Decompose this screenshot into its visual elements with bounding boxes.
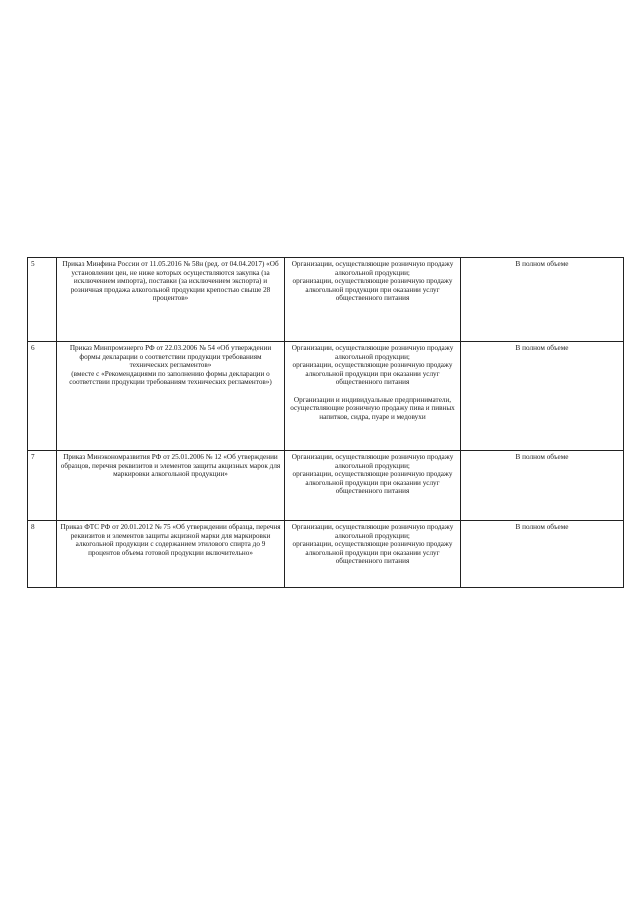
table-row bbox=[28, 258, 624, 342]
subject-text: организации, осуществляющие розничную продажу алкогольной продукции при оказании услуг общественного питания bbox=[292, 470, 453, 496]
document-text: Приказ Минпромэнерго РФ от 22.03.2006 № 54 «Об утверждении формы декларации о соответствии продукции требованиям технических регламентов» bbox=[69, 344, 272, 370]
table-row bbox=[28, 521, 624, 588]
paragraph-spacer bbox=[288, 387, 457, 396]
application-scope: В полном объеме bbox=[461, 451, 624, 521]
application-scope: В полном объеме bbox=[461, 258, 624, 342]
row-number: 7 bbox=[28, 451, 57, 521]
subject-text: Организации, осуществляющие розничную продажу алкогольной продукции; bbox=[291, 523, 454, 540]
row-number: 5 bbox=[28, 258, 57, 342]
application-scope: В полном объеме bbox=[461, 521, 624, 588]
regulations-table bbox=[27, 257, 624, 588]
table-row bbox=[28, 451, 624, 521]
subject-text: организации, осуществляющие розничную продажу алкогольной продукции при оказании услуг общественного питания bbox=[292, 540, 453, 566]
subject-text: организации, осуществляющие розничную продажу алкогольной продукции при оказании услуг общественного питания bbox=[292, 277, 453, 303]
regulation-document: Приказ ФТС РФ от 20.01.2012 № 75 «Об утверждении образца, перечня реквизитов и элементов защиты акцизной марки для маркировки алкогольной продукции с содержанием этилового спирта до 9 процентов объема готовой продукции включительно» bbox=[57, 521, 285, 588]
application-scope: В полном объеме bbox=[461, 342, 624, 451]
regulated-subjects bbox=[285, 342, 461, 451]
table-row bbox=[28, 342, 624, 451]
regulation-document bbox=[57, 342, 285, 451]
regulation-document: Приказ Минфина России от 11.05.2016 № 58н (ред. от 04.04.2017) «Об установлении цен, не ниже которых осуществляются закупка (за исключением импорта), поставки (за исключением экспорта) и розничная продажа алкогольной продукции крепостью свыше 28 процентов» bbox=[57, 258, 285, 342]
subject-text: организации, осуществляющие розничную продажу алкогольной продукции при оказании услуг общественного питания bbox=[292, 361, 453, 387]
regulation-document: Приказ Минэкономразвития РФ от 25.01.2006 № 12 «Об утверждении образцов, перечня реквизитов и элементов защиты акцизных марок для маркировки алкогольной продукции» bbox=[57, 451, 285, 521]
subject-text: Организации, осуществляющие розничную продажу алкогольной продукции; bbox=[291, 344, 454, 361]
regulated-subjects bbox=[285, 451, 461, 521]
subject-text: Организации и индивидуальные предприниматели, осуществляющие розничную продажу пива и пивных напитков, сидра, пуаре и медовухи bbox=[290, 395, 455, 421]
subject-text: Организации, осуществляющие розничную продажу алкогольной продукции; bbox=[291, 453, 454, 470]
regulated-subjects bbox=[285, 258, 461, 342]
row-number: 6 bbox=[28, 342, 57, 451]
row-number: 8 bbox=[28, 521, 57, 588]
regulated-subjects bbox=[285, 521, 461, 588]
subject-text: Организации, осуществляющие розничную продажу алкогольной продукции; bbox=[291, 260, 454, 277]
document-text: (вместе с «Рекомендациями по заполнению формы декларации о соответствии продукции требованиям технических регламентов») bbox=[69, 369, 272, 387]
